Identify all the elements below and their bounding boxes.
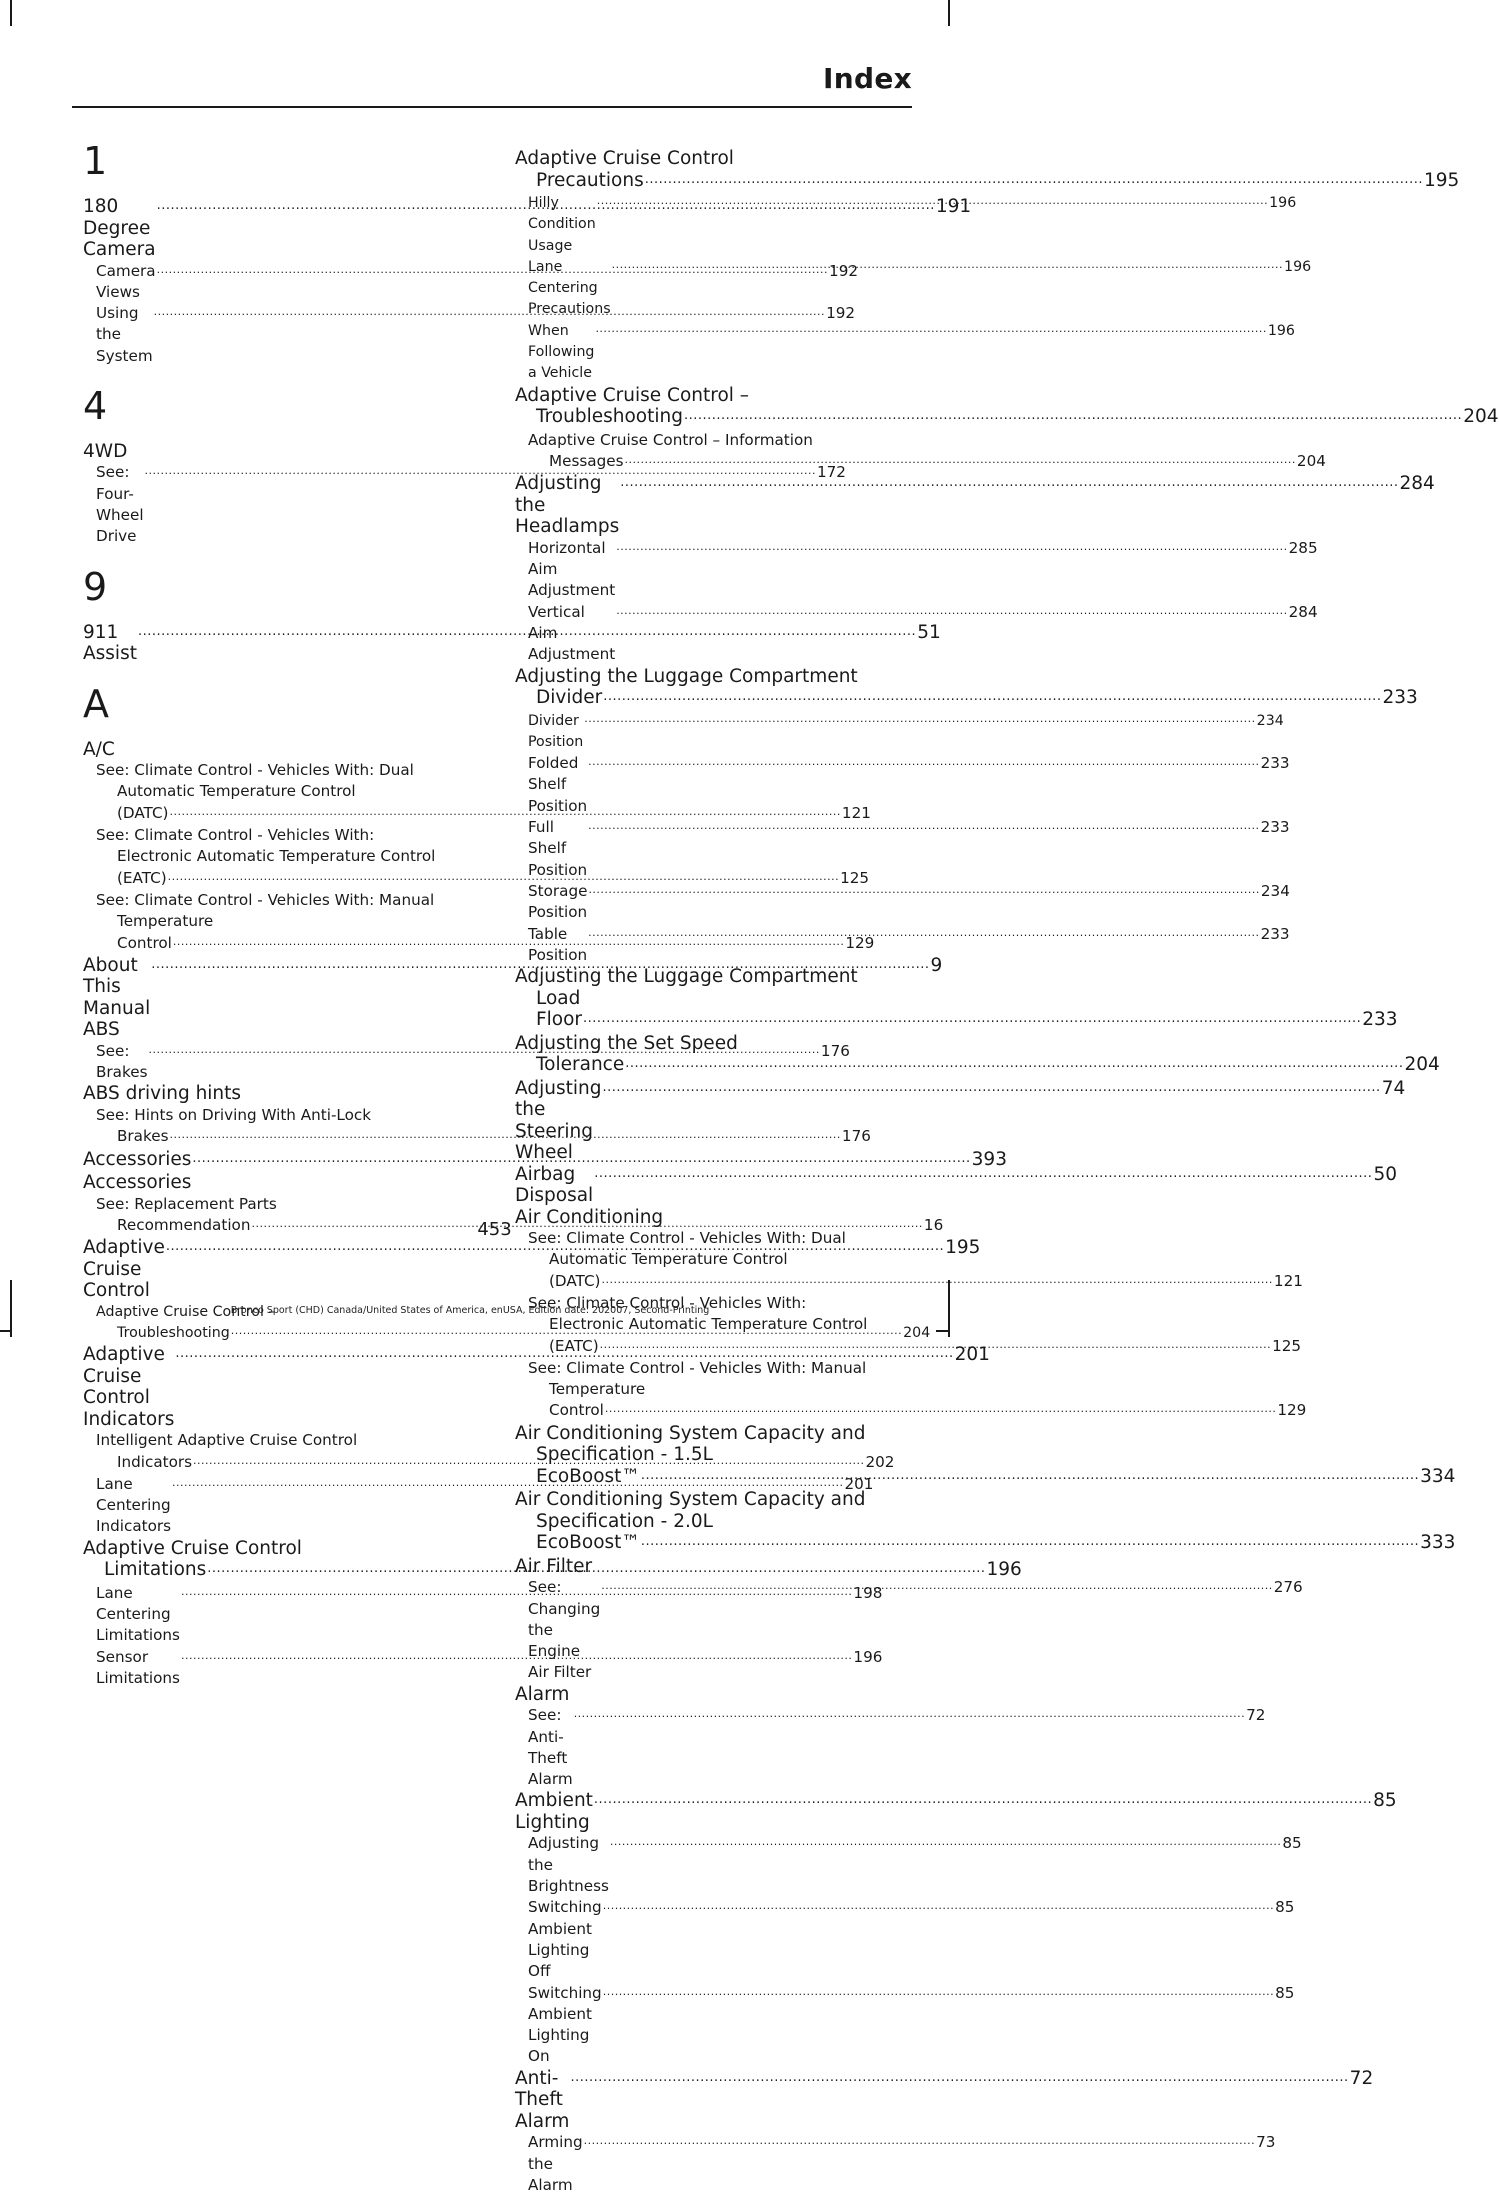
index-subentry[interactable] bbox=[528, 1705, 1266, 1790]
entry-term-line: Troubleshooting bbox=[536, 406, 683, 428]
entry-page-number: 74 bbox=[1381, 1077, 1406, 1099]
entry-page-number: 284 bbox=[1399, 473, 1435, 495]
index-entry[interactable] bbox=[515, 384, 1499, 430]
dot-leader bbox=[641, 1529, 1419, 1550]
dot-leader bbox=[584, 708, 1255, 729]
crop-mark-bottom-right-h bbox=[936, 1330, 950, 1332]
index-subentry[interactable] bbox=[528, 538, 1318, 602]
entry-page-number: 204 bbox=[1463, 406, 1499, 428]
dot-leader bbox=[588, 921, 1259, 943]
entry-term-line: Adaptive Cruise Control – bbox=[515, 384, 750, 406]
entry-term-line: (EATC) bbox=[117, 868, 167, 887]
entry-page-number: 191 bbox=[935, 196, 972, 217]
entry-page-number: 334 bbox=[1420, 1465, 1456, 1487]
entry-term: Alarm bbox=[515, 1683, 570, 1705]
entry-page-number: 176 bbox=[841, 1127, 871, 1146]
dot-leader bbox=[570, 2065, 1348, 2089]
entry-page-number: 129 bbox=[845, 933, 875, 952]
entry-term: Adjusting the Brightness bbox=[528, 1834, 609, 1896]
entry-term-line: See: Climate Control - Vehicles With: Manual bbox=[96, 890, 435, 909]
entry-page-number: 85 bbox=[1275, 1898, 1295, 1917]
entry-term-line: Indicators bbox=[117, 1452, 193, 1471]
entry-page-number: 16 bbox=[923, 1215, 944, 1234]
index-section-letter: 4 bbox=[83, 383, 108, 428]
dot-leader bbox=[620, 470, 1398, 494]
entry-term-last-line bbox=[96, 803, 871, 825]
index-entry[interactable] bbox=[515, 1790, 1397, 1833]
dot-leader bbox=[616, 535, 1287, 557]
dot-leader bbox=[588, 750, 1259, 772]
entry-term-line: Automatic Temperature Control bbox=[549, 1250, 788, 1269]
entry-page-number: 196 bbox=[1284, 258, 1312, 275]
entry-term-line: Divider bbox=[536, 687, 603, 709]
entry-term-line: Intelligent Adaptive Cruise Control bbox=[96, 1431, 358, 1450]
dot-leader bbox=[605, 1398, 1276, 1416]
dot-leader bbox=[588, 878, 1259, 900]
footer-edition-text: Bronco Sport (CHD) Canada/United States of America, enUSA, Edition date: 202007, Second-Printing bbox=[230, 1305, 710, 1316]
entry-term-line: Messages bbox=[549, 451, 624, 470]
index-subentry[interactable] bbox=[528, 817, 1290, 881]
entry-page-number: 73 bbox=[1256, 2133, 1276, 2152]
entry-term: Vertical Aim Adjustment bbox=[528, 602, 616, 664]
dot-leader bbox=[616, 599, 1287, 621]
entry-page-number: 195 bbox=[945, 1237, 981, 1259]
entry-term: 180 Degree Camera bbox=[83, 196, 156, 260]
index-section-letter: 1 bbox=[83, 139, 108, 183]
index-entry[interactable] bbox=[515, 148, 1460, 193]
entry-term-line: Electronic Automatic Temperature Control bbox=[549, 1315, 868, 1334]
entry-page-number: 50 bbox=[1373, 1163, 1397, 1185]
entry-page-number: 234 bbox=[1260, 881, 1290, 900]
entry-term: Adjusting the Steering Wheel bbox=[515, 1077, 602, 1164]
entry-term-line: See: Climate Control - Vehicles With: Dual bbox=[528, 1229, 846, 1248]
index-entry[interactable] bbox=[515, 1163, 1397, 1207]
index-subentry[interactable] bbox=[528, 321, 1295, 385]
entry-term: Air Filter bbox=[515, 1555, 593, 1577]
entry-page-number: 204 bbox=[903, 1324, 931, 1341]
dot-leader bbox=[624, 449, 1295, 467]
dot-leader bbox=[610, 1830, 1281, 1852]
entry-page-number: 393 bbox=[971, 1148, 1007, 1170]
entry-term-line: Tolerance bbox=[536, 1054, 625, 1076]
entry-term-line: Adaptive Cruise Control bbox=[515, 148, 734, 169]
index-entry[interactable] bbox=[515, 2067, 1374, 2133]
entry-page-number: 196 bbox=[986, 1559, 1022, 1581]
entry-page-number: 204 bbox=[1296, 451, 1326, 470]
dot-leader bbox=[602, 1075, 1380, 1099]
entry-term-line: Adaptive Cruise Control – bbox=[96, 1303, 276, 1320]
dot-leader bbox=[600, 1334, 1271, 1352]
entry-term-line: Load Floor bbox=[536, 987, 583, 1031]
entry-term: Sensor Limitations bbox=[96, 1647, 180, 1687]
entry-page-number: 121 bbox=[1273, 1271, 1303, 1290]
index-subentry[interactable] bbox=[528, 1897, 1295, 1982]
entry-term: Ambient Lighting bbox=[515, 1790, 593, 1833]
entry-term-line: See: Hints on Driving With Anti-Lock bbox=[96, 1105, 372, 1124]
entry-page-number: 233 bbox=[1382, 687, 1418, 709]
dot-leader bbox=[588, 814, 1259, 836]
index-subentry[interactable] bbox=[528, 924, 1290, 967]
entry-term: Lane Centering Precautions bbox=[528, 258, 611, 318]
entry-term: ABS bbox=[83, 1019, 120, 1041]
entry-term-line: (DATC) bbox=[117, 803, 169, 822]
entry-term-line: Adjusting the Luggage Compartment bbox=[515, 966, 858, 988]
entry-page-number: 196 bbox=[853, 1647, 883, 1666]
dot-leader bbox=[601, 1574, 1272, 1596]
index-subentry[interactable] bbox=[96, 1647, 883, 1690]
entry-page-number: 121 bbox=[841, 803, 871, 822]
entry-term-line: Recommendation bbox=[117, 1215, 251, 1234]
entry-term-line: See: Climate Control - Vehicles With: bbox=[96, 826, 375, 845]
entry-term: See: Brakes bbox=[96, 1041, 148, 1082]
entry-term-line: (EATC) bbox=[549, 1336, 599, 1355]
dot-leader bbox=[625, 1051, 1403, 1072]
crop-mark-top-left-v bbox=[10, 0, 12, 26]
entry-page-number: 85 bbox=[1282, 1834, 1302, 1853]
index-section-letter: 9 bbox=[83, 564, 108, 609]
crop-mark-bottom-right-v bbox=[948, 1280, 950, 1337]
entry-term: Camera Views bbox=[96, 261, 156, 301]
index-subentry[interactable] bbox=[528, 430, 1326, 474]
entry-term-last-line bbox=[96, 868, 870, 890]
entry-term: About This Manual bbox=[83, 954, 151, 1019]
index-entry[interactable] bbox=[83, 739, 473, 761]
entry-term-last-line bbox=[528, 1379, 1307, 1423]
entry-term: See: Anti-Theft Alarm bbox=[528, 1706, 573, 1789]
entry-term: Adaptive Cruise Control bbox=[83, 1237, 165, 1302]
entry-term: Adjusting the Headlamps bbox=[515, 473, 620, 538]
index-subentry[interactable] bbox=[528, 711, 1284, 754]
section-gap bbox=[83, 367, 473, 385]
index-entry[interactable] bbox=[515, 665, 1418, 711]
entry-page-number: 233 bbox=[1260, 754, 1290, 773]
entry-page-number: 233 bbox=[1260, 924, 1290, 943]
entry-term: Full Shelf Position bbox=[528, 818, 588, 879]
entry-term: See: Four-Wheel Drive bbox=[96, 463, 144, 546]
entry-page-number: 195 bbox=[1423, 169, 1460, 191]
entry-page-number: 276 bbox=[1273, 1578, 1303, 1597]
entry-term: Table Position bbox=[528, 924, 588, 964]
entry-term: See: Changing the Engine Air Filter bbox=[528, 1578, 601, 1682]
entry-page-number: 233 bbox=[1260, 818, 1290, 837]
index-subentry[interactable] bbox=[528, 2132, 1276, 2196]
entry-page-number: 233 bbox=[1362, 1009, 1398, 1031]
entry-page-number: 192 bbox=[829, 261, 859, 280]
entry-term-line: Air Conditioning System Capacity and bbox=[515, 1422, 866, 1444]
entry-term-line: See: Climate Control - Vehicles With: bbox=[528, 1294, 807, 1312]
dot-leader bbox=[684, 403, 1462, 424]
entry-page-number: 204 bbox=[1404, 1054, 1440, 1076]
entry-term: ABS driving hints bbox=[83, 1083, 242, 1105]
entry-term-line: Adjusting the Luggage Compartment bbox=[515, 665, 858, 687]
index-entry[interactable] bbox=[83, 1172, 473, 1194]
index-entry[interactable] bbox=[515, 966, 1398, 1033]
entry-term-line: Brakes bbox=[117, 1127, 169, 1146]
entry-page-number: 234 bbox=[1256, 712, 1284, 729]
entry-term: Using the System bbox=[96, 304, 153, 365]
entry-term-line: Troubleshooting bbox=[117, 1324, 230, 1341]
entry-page-number: 72 bbox=[1349, 2067, 1374, 2089]
entry-page-number: 196 bbox=[1267, 322, 1295, 339]
entry-page-number: 125 bbox=[1272, 1336, 1302, 1355]
entry-term-last-line bbox=[515, 406, 1499, 430]
entry-term-line: Temperature Control bbox=[117, 912, 214, 952]
entry-page-number: 172 bbox=[816, 463, 846, 482]
entry-page-number: 9 bbox=[930, 954, 943, 976]
dot-leader bbox=[584, 2129, 1255, 2151]
dot-leader bbox=[574, 1702, 1245, 1724]
dot-leader bbox=[594, 1787, 1372, 1811]
entry-term-line: Adjusting the Set Speed bbox=[515, 1032, 738, 1054]
index-subentry[interactable] bbox=[528, 1833, 1302, 1897]
entry-term-line: See: Climate Control - Vehicles With: Manual bbox=[528, 1358, 867, 1377]
entry-term: Accessories bbox=[83, 1148, 192, 1170]
entry-page-number: 285 bbox=[1288, 538, 1318, 557]
entry-page-number: 176 bbox=[820, 1041, 850, 1060]
entry-page-number: 129 bbox=[1277, 1401, 1307, 1420]
dot-leader bbox=[594, 1161, 1372, 1185]
dot-leader bbox=[597, 190, 1268, 211]
dot-leader bbox=[601, 1269, 1272, 1287]
index-entry[interactable] bbox=[515, 1422, 1456, 1490]
entry-term-line: Air Conditioning System Capacity and bbox=[515, 1489, 866, 1511]
entry-term-line: (DATC) bbox=[549, 1271, 601, 1290]
entry-term: Adaptive Cruise Control Indicators bbox=[83, 1344, 175, 1430]
entry-term-line: Adaptive Cruise Control bbox=[83, 1537, 302, 1559]
section-gap bbox=[83, 548, 473, 566]
index-subentry[interactable] bbox=[528, 257, 1312, 321]
dot-leader bbox=[603, 1894, 1274, 1916]
crop-mark-bottom-left-h bbox=[0, 1330, 12, 1332]
entry-term-last-line bbox=[515, 1444, 1456, 1489]
entry-page-number: 201 bbox=[844, 1474, 874, 1493]
entry-term-line: Limitations bbox=[104, 1559, 207, 1581]
entry-term: Air Conditioning bbox=[515, 1206, 664, 1228]
entry-page-number: 198 bbox=[853, 1583, 883, 1602]
entry-term-last-line bbox=[515, 987, 1398, 1033]
entry-page-number: 333 bbox=[1420, 1532, 1456, 1554]
entry-term: Storage Position bbox=[528, 881, 588, 922]
entry-page-number: 125 bbox=[840, 868, 870, 887]
entry-term: Anti-Theft Alarm bbox=[515, 2067, 570, 2132]
dot-leader bbox=[612, 254, 1283, 275]
entry-term: Lane Centering Limitations bbox=[96, 1583, 180, 1645]
entry-term-last-line bbox=[528, 1271, 1303, 1293]
entry-term: Divider Position bbox=[528, 712, 584, 750]
index-subentry[interactable] bbox=[528, 1983, 1295, 2068]
entry-term: A/C bbox=[83, 738, 115, 760]
dot-leader bbox=[645, 167, 1423, 188]
entry-term: Hilly Condition Usage bbox=[528, 195, 596, 254]
dot-leader bbox=[595, 318, 1266, 339]
index-entry[interactable] bbox=[515, 1489, 1456, 1556]
index-entry[interactable] bbox=[515, 1032, 1440, 1078]
entry-page-number: 51 bbox=[917, 621, 941, 643]
index-entry[interactable] bbox=[83, 1083, 473, 1105]
dot-leader bbox=[603, 1980, 1274, 2002]
entry-term: Horizontal Aim Adjustment bbox=[528, 538, 616, 600]
entry-term-line: Precautions bbox=[536, 169, 644, 191]
index-entry[interactable] bbox=[515, 473, 1435, 538]
index-subentry[interactable] bbox=[528, 881, 1290, 924]
entry-term: Switching Ambient Lighting Off bbox=[528, 1898, 602, 1981]
dot-leader bbox=[583, 1006, 1361, 1027]
entry-page-number: 284 bbox=[1288, 602, 1318, 621]
page-title: Index bbox=[823, 62, 912, 95]
entry-term: Lane Centering Indicators bbox=[96, 1474, 172, 1536]
entry-term-line: Temperature Control bbox=[549, 1380, 646, 1420]
entry-term-line: Adaptive Cruise Control – Information bbox=[528, 430, 813, 449]
index-entry[interactable] bbox=[83, 1148, 1007, 1173]
index-subentry[interactable] bbox=[528, 1577, 1303, 1683]
entry-term: 911 Assist bbox=[83, 621, 137, 665]
entry-page-number: 72 bbox=[1246, 1706, 1266, 1725]
entry-term-line: Electronic Automatic Temperature Control bbox=[117, 847, 436, 866]
entry-term-line: See: Replacement Parts bbox=[96, 1194, 277, 1213]
page-number: 453 bbox=[477, 1219, 512, 1240]
entry-term-line: Specification - 2.0L EcoBoost™ bbox=[536, 1510, 713, 1554]
entry-term: Folded Shelf Position bbox=[528, 754, 588, 815]
entry-term: Airbag Disposal bbox=[515, 1163, 594, 1207]
entry-term: Switching Ambient Lighting On bbox=[528, 1983, 602, 2066]
index-subentry[interactable] bbox=[528, 753, 1290, 817]
entry-term-line: See: Climate Control - Vehicles With: Dual bbox=[96, 761, 414, 780]
crop-mark-top-right-v bbox=[948, 0, 950, 26]
index-subentry[interactable] bbox=[528, 1358, 1307, 1423]
entry-term-line: Automatic Temperature Control bbox=[117, 782, 356, 801]
entry-term-last-line bbox=[515, 1510, 1456, 1556]
entry-page-number: 201 bbox=[954, 1344, 990, 1366]
entry-page-number: 202 bbox=[865, 1452, 895, 1471]
entry-term-line: Specification - 1.5L EcoBoost™ bbox=[536, 1444, 713, 1487]
header-rule bbox=[72, 106, 912, 108]
entry-page-number: 196 bbox=[1269, 195, 1297, 211]
entry-term: When Following a Vehicle bbox=[528, 322, 595, 382]
entry-page-number: 85 bbox=[1275, 1983, 1295, 2002]
entry-term: 4WD bbox=[83, 440, 128, 462]
dot-leader bbox=[603, 684, 1381, 705]
entry-term: Accessories bbox=[83, 1172, 192, 1194]
section-gap bbox=[83, 665, 473, 683]
entry-page-number: 85 bbox=[1373, 1790, 1397, 1812]
index-section-letter: A bbox=[83, 681, 109, 726]
entry-term: Arming the Alarm bbox=[528, 2133, 583, 2194]
entry-page-number: 192 bbox=[826, 304, 856, 323]
dot-leader bbox=[641, 1463, 1419, 1484]
